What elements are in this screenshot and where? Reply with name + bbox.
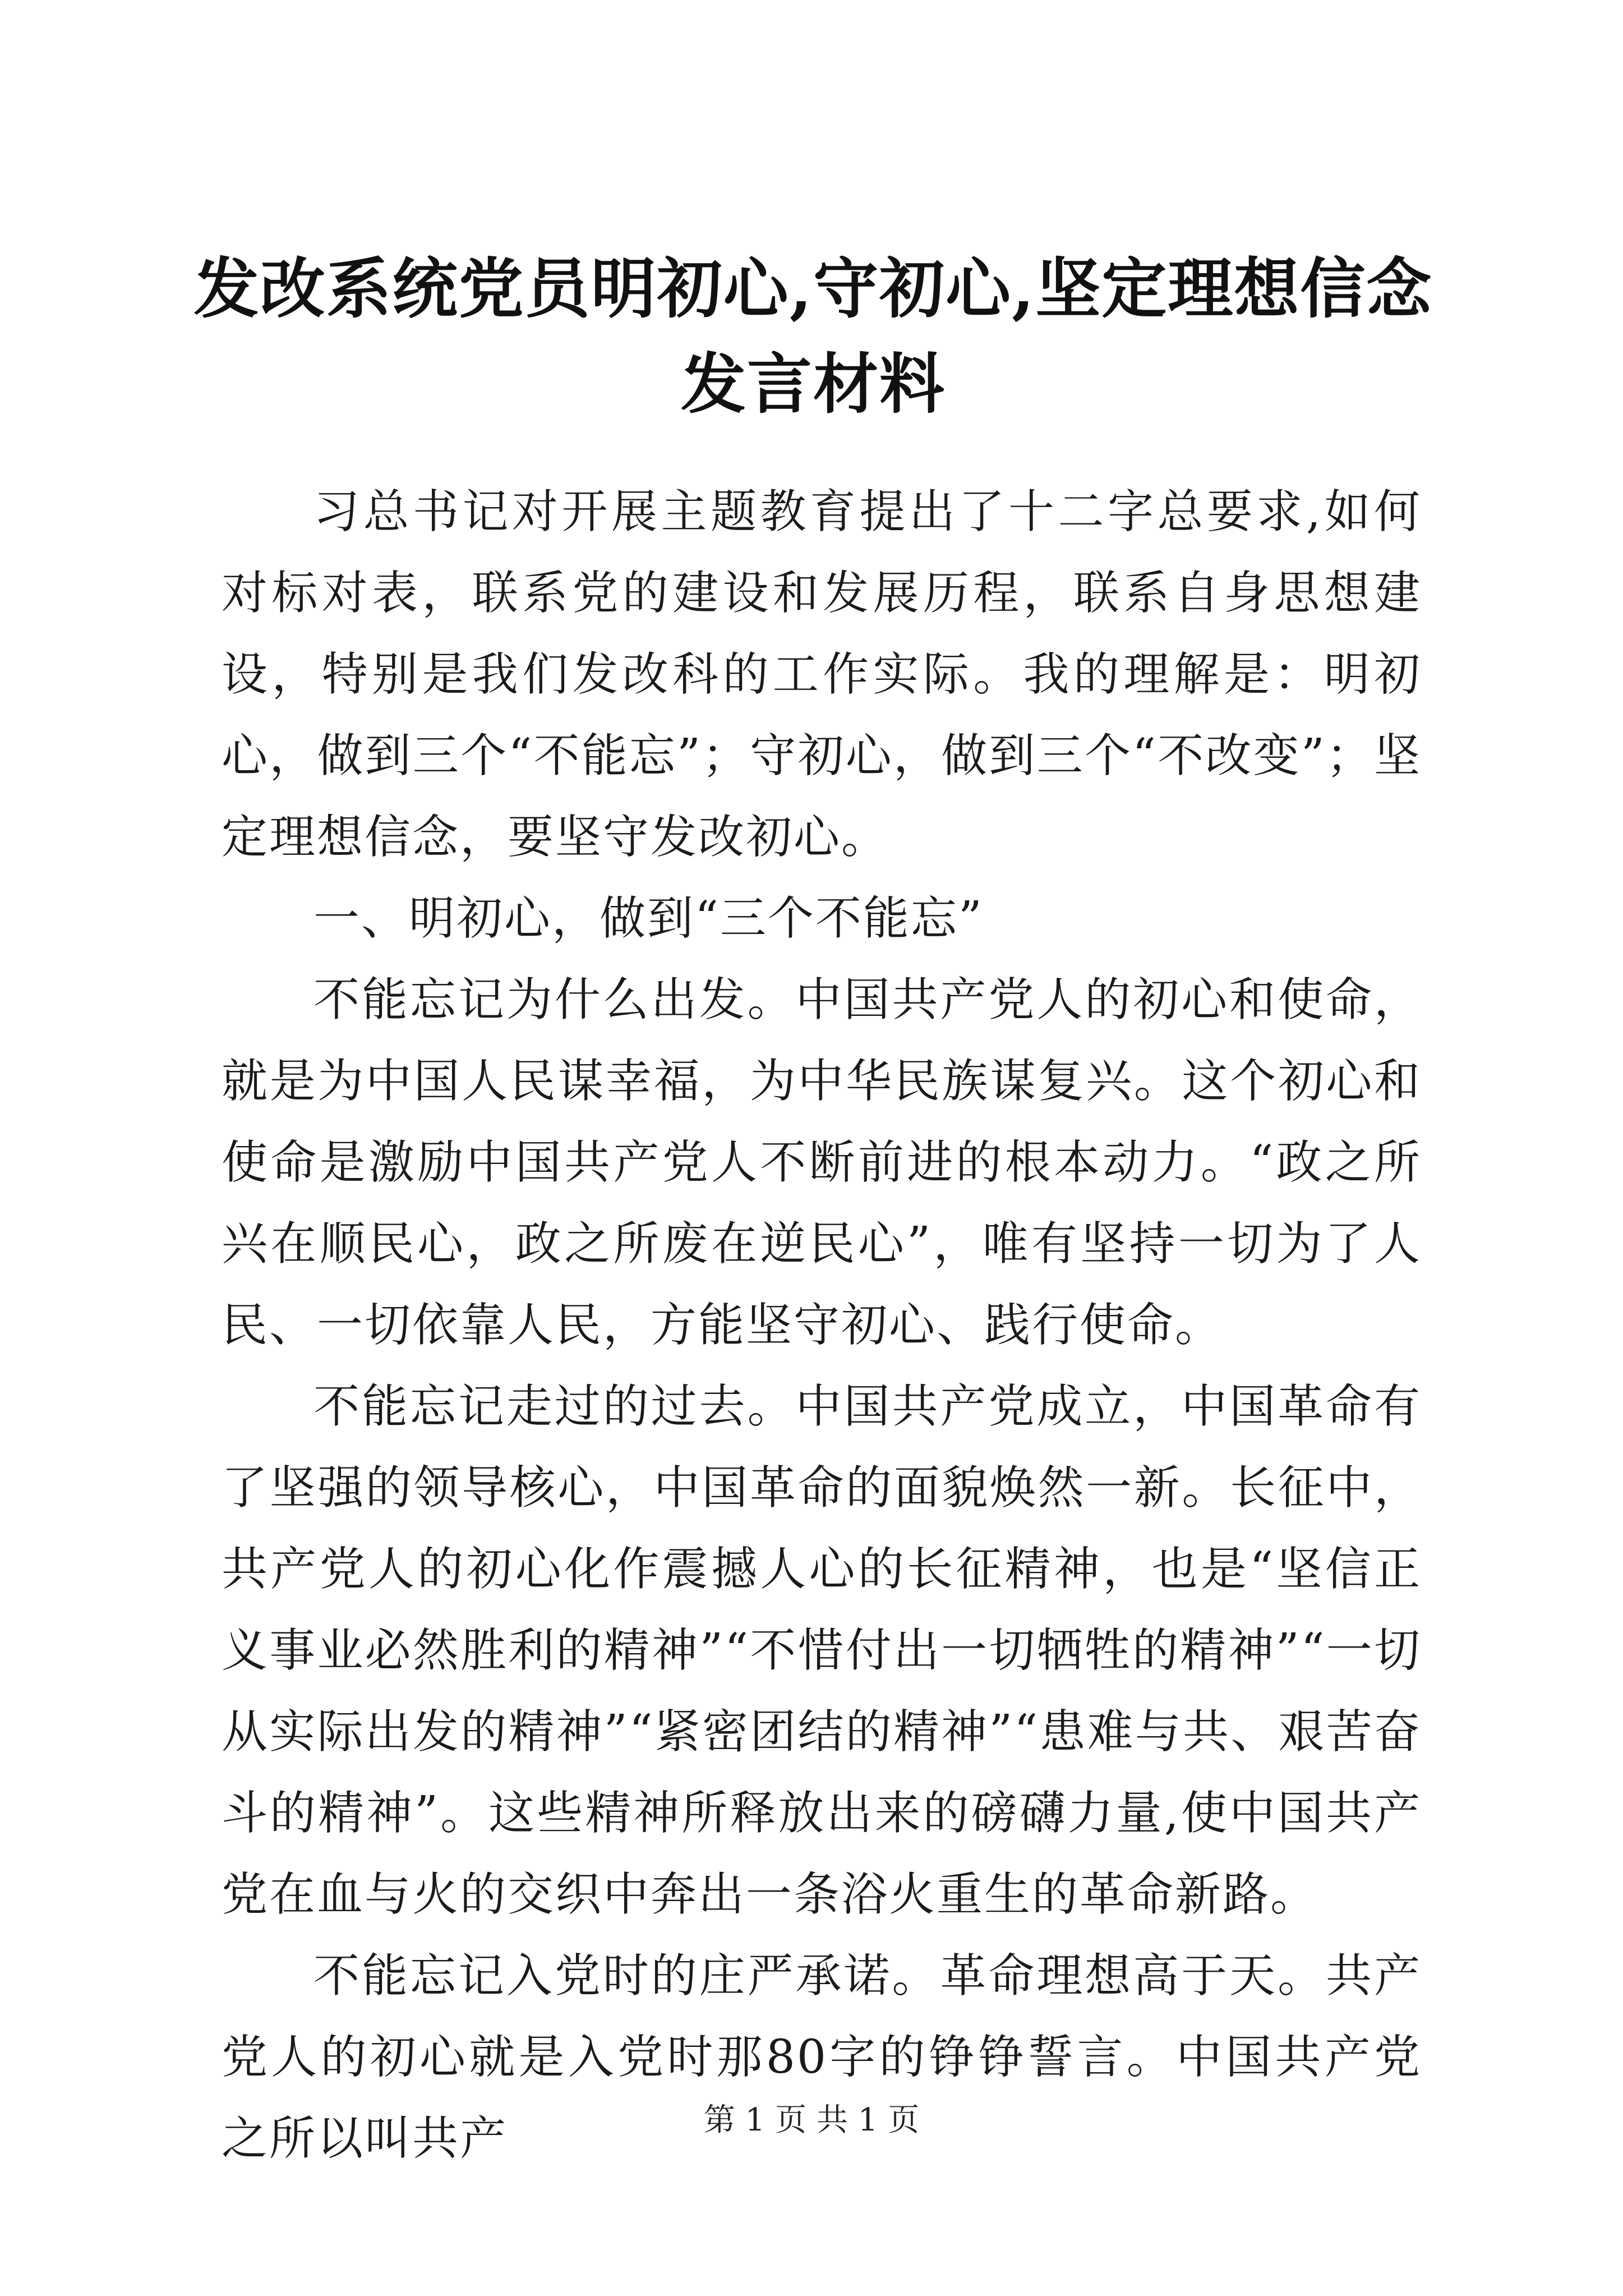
paragraph-oath: 不能忘记入党时的庄严承诺。革命理想高于天。共产党人的初心就是入党时那80字的铮铮誓言。中国共产党之所以叫共产 — [222, 1949, 1422, 2165]
document-title: 发改系统党员明初心,守初心,坚定理想信念发言材料 — [193, 251, 1433, 422]
section-heading-1: 一、明初心，做到“三个不能忘” — [313, 892, 984, 945]
page-number-footer: 第 1 页 共 1 页 — [703, 2102, 920, 2138]
document-body — [222, 471, 1422, 2179]
paragraph-past: 不能忘记走过的过去。中国共产党成立，中国革命有了坚强的领导核心，中国革命的面貌焕然一新。长征中，共产党人的初心化作震撼人心的长征精神，也是“坚信正义事业必然胜利的精神”“不惜付出一切牺牲的精神”“一切从实际出发的精神”“紧密团结的精神”“患难与共、艰苦奋斗的精神”。这些精神所释放出来的磅礴力量,使中国共产党在血与火的交织中奔出一条浴火重生的革命新路。 — [222, 1380, 1422, 1921]
paragraph-intro: 习总书记对开展主题教育提出了十二字总要求,如何对标对表，联系党的建设和发展历程，联系自身思想建设，特别是我们发改科的工作实际。我的理解是：明初心，做到三个“不能忘”；守初心，做到三个“不改变”；坚定理想信念，要坚守发改初心。 — [222, 485, 1422, 864]
paragraph-why-set-out: 不能忘记为什么出发。中国共产党人的初心和使命，就是为中国人民谋幸福，为中华民族谋复兴。这个初心和使命是激励中国共产党人不断前进的根本动力。“政之所兴在顺民心，政之所废在逆民心”，唯有坚持一切为了人民、一切依靠人民，方能坚守初心、践行使命。 — [222, 973, 1422, 1352]
